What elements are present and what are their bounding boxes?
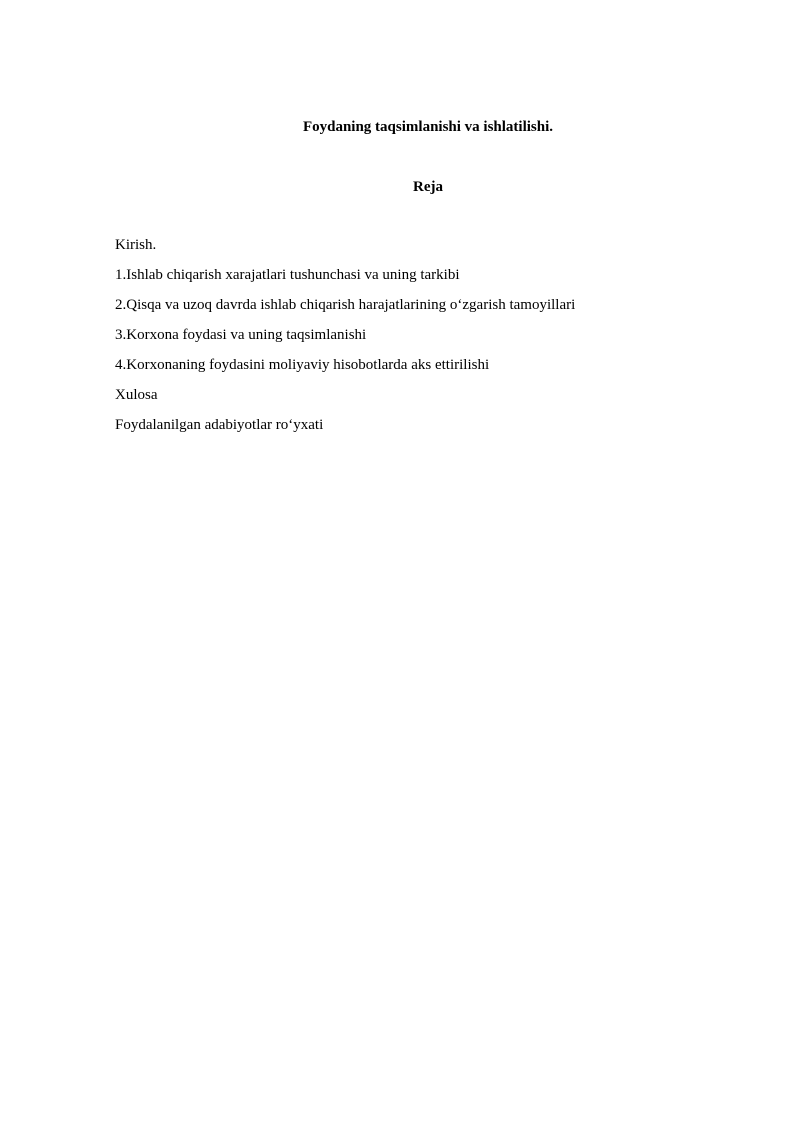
plan-item-2: 2.Qisqa va uzoq davrda ishlab chiqarish harajatlarining o‘zgarish tamoyillari [115,297,576,313]
plan-item-introduction: Kirish. [115,237,157,253]
document-title: Foydaning taqsimlanishi va ishlatilishi. [302,119,554,135]
plan-item-4: 4.Korxonaning foydasini moliyaviy hisobotlarda aks ettirilishi [115,357,490,373]
plan-item-conclusion: Xulosa [115,387,158,403]
plan-item-references: Foydalanilgan adabiyotlar ro‘yxati [115,417,324,433]
plan-item-3: 3.Korxona foydasi va uning taqsimlanishi [115,327,367,343]
plan-heading: Reja [413,179,443,195]
plan-item-1: 1.Ishlab chiqarish xarajatlari tushunchasi va uning tarkibi [115,267,460,283]
plan-list [115,235,575,445]
